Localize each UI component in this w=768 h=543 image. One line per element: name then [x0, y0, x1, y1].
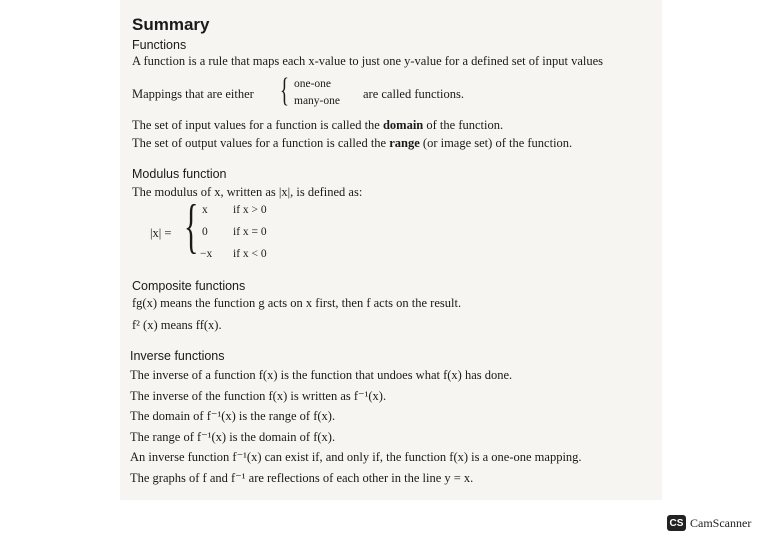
modulus-lhs: |x| = — [150, 226, 172, 240]
modulus-intro: The modulus of x, written as |x|, is defined as: — [132, 185, 363, 199]
functions-definition: A function is a rule that maps each x-value to just one y-value for a defined set of input values — [132, 54, 604, 68]
composite-line-1: fg(x) means the function g acts on x first, then f acts on the result. — [132, 296, 462, 310]
mapping-one-one: one-one — [294, 78, 332, 90]
inverse-line-3: The domain of f⁻¹(x) is the range of f(x). — [130, 409, 336, 423]
case-condition-1: if x > 0 — [233, 204, 267, 216]
camscanner-watermark: CamScanner — [690, 516, 752, 530]
modulus-heading: Modulus function — [132, 167, 227, 181]
case-value-2: 0 — [202, 226, 208, 238]
functions-heading: Functions — [132, 38, 187, 52]
range-sentence: The set of output values for a function is called the range (or image set) of the function. — [132, 136, 573, 150]
inverse-line-5: An inverse function f⁻¹(x) can exist if, and only if, the function f(x) is a one-one mapping. — [130, 450, 582, 464]
mappings-prefix: Mappings that are either — [132, 87, 254, 101]
inverse-line-2: The inverse of the function f(x) is written as f⁻¹(x). — [130, 389, 387, 403]
domain-sentence: The set of input values for a function is called the domain of the function. — [132, 118, 504, 132]
page-title: Summary — [132, 15, 210, 34]
inverse-line-4: The range of f⁻¹(x) is the domain of f(x). — [130, 430, 336, 444]
modulus-brace: { — [184, 193, 199, 259]
mappings-brace: { — [280, 72, 289, 109]
case-value-1: x — [202, 204, 208, 216]
case-condition-2: if x = 0 — [233, 226, 267, 238]
case-value-3: −x — [200, 248, 213, 260]
inverse-line-1: The inverse of a function f(x) is the function that undoes what f(x) has done. — [130, 368, 513, 382]
document-page — [120, 0, 662, 500]
composite-line-2: f² (x) means ff(x). — [132, 318, 222, 332]
case-condition-3: if x < 0 — [233, 248, 267, 260]
mappings-suffix: are called functions. — [363, 87, 464, 101]
camscanner-logo-icon: CS — [667, 515, 686, 531]
composite-heading: Composite functions — [132, 279, 246, 293]
inverse-heading: Inverse functions — [130, 349, 225, 363]
mapping-many-one: many-one — [294, 95, 340, 107]
inverse-line-6: The graphs of f and f⁻¹ are reflections of each other in the line y = x. — [130, 471, 474, 485]
